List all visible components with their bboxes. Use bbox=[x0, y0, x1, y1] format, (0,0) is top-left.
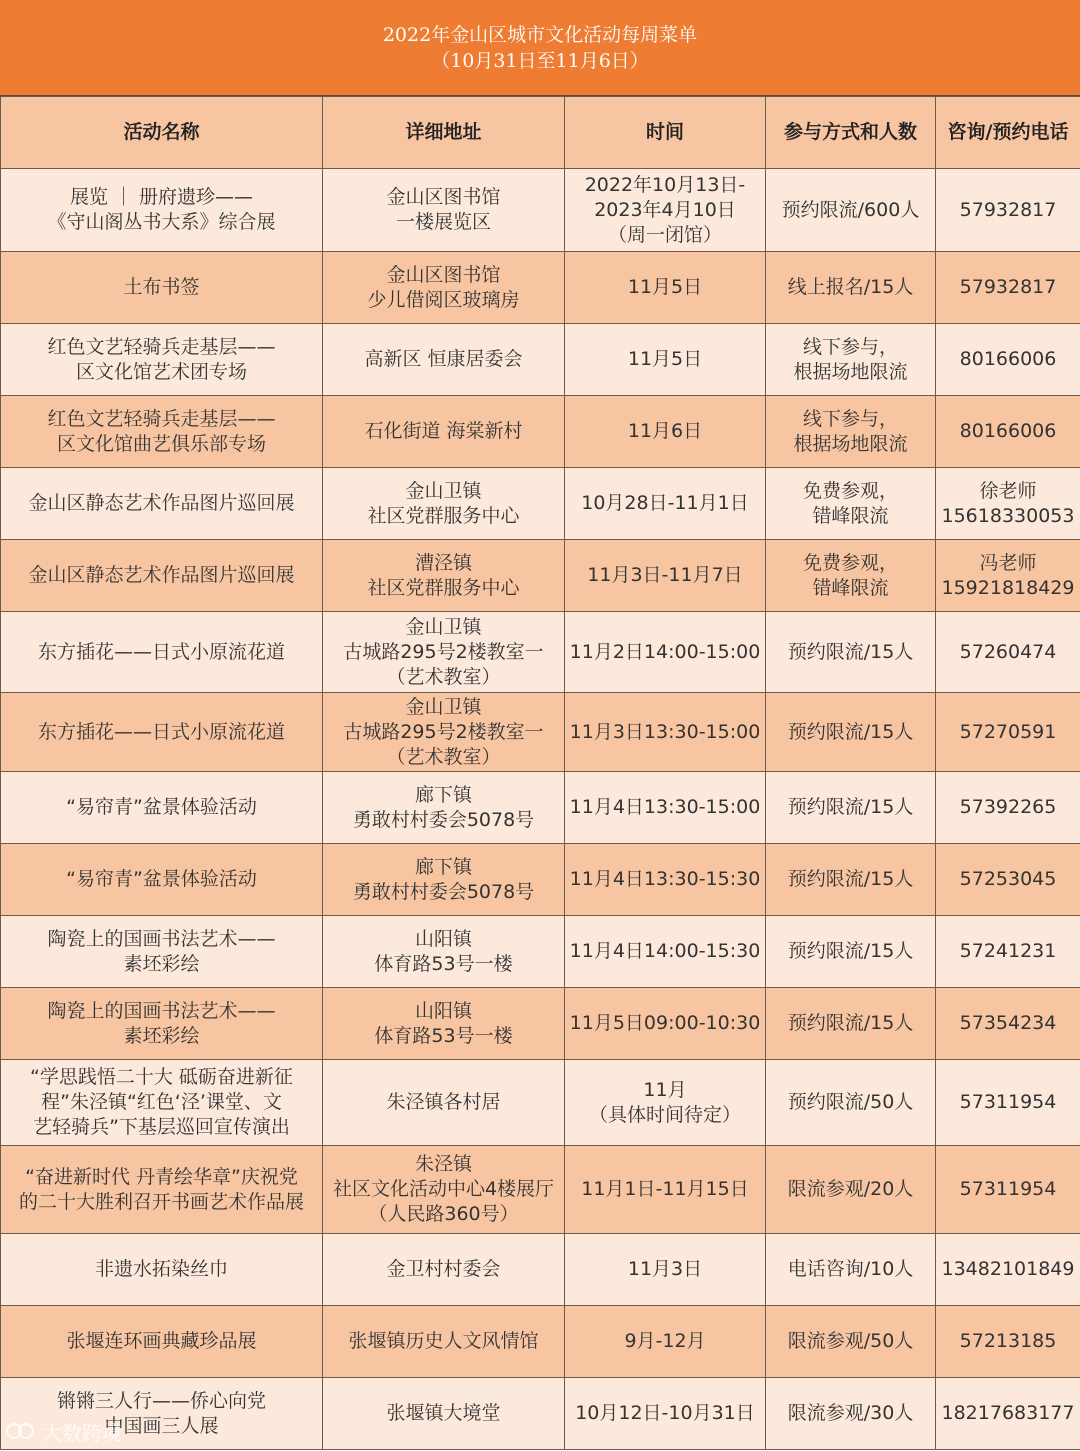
time-text: 11月3日-11月7日 bbox=[587, 564, 743, 586]
address-cell bbox=[323, 169, 565, 252]
table-row bbox=[1, 169, 1080, 252]
address-text: 廊下镇 bbox=[414, 783, 472, 806]
activity-name-text: 非遗水拓染丝巾 bbox=[94, 1258, 228, 1280]
participation-cell bbox=[766, 988, 936, 1060]
address-cell bbox=[323, 612, 565, 693]
participation-cell bbox=[766, 324, 936, 396]
phone-text: 57932817 bbox=[959, 276, 1057, 298]
address-cell bbox=[323, 988, 565, 1060]
participation-text: 电话咨询/10人 bbox=[787, 1258, 914, 1280]
participation-cell bbox=[766, 1146, 936, 1234]
participation-text: 预约限流/15人 bbox=[787, 640, 914, 663]
address-text: 朱泾镇 bbox=[414, 1153, 472, 1175]
phone-text: 57311954 bbox=[959, 1091, 1057, 1113]
participation-text: 限流参观/20人 bbox=[787, 1178, 914, 1200]
address-text: 勇敢村村委会5078号 bbox=[352, 808, 535, 831]
participation-cell bbox=[766, 540, 936, 612]
table-row bbox=[1, 1306, 1080, 1378]
time-text: 11月4日13:30-15:30 bbox=[569, 868, 761, 890]
time-text: 11月1日-11月15日 bbox=[581, 1178, 749, 1200]
table-row bbox=[1, 1378, 1080, 1450]
activity-name-text: 程”朱泾镇“红色‘泾’课堂、文 bbox=[41, 1091, 282, 1113]
address-text: 廊下镇 bbox=[414, 855, 472, 878]
time-cell bbox=[565, 324, 766, 396]
table-row bbox=[1, 1146, 1080, 1234]
column-header-activity-name: 活动名称 bbox=[1, 97, 323, 169]
activity-name-cell bbox=[1, 396, 323, 468]
phone-text: 15921818429 bbox=[941, 576, 1075, 599]
address-cell bbox=[323, 468, 565, 540]
activity-name-cell bbox=[1, 693, 323, 772]
address-text: 少儿借阅区玻璃房 bbox=[367, 288, 520, 311]
participation-cell bbox=[766, 1060, 936, 1146]
table-row bbox=[1, 1060, 1080, 1146]
address-text: 古城路295号2楼教室一 bbox=[343, 640, 544, 663]
activity-name-text: 金山区静态艺术作品图片巡回展 bbox=[28, 564, 295, 586]
time-cell bbox=[565, 612, 766, 693]
activity-name-text: 东方插花——日式小原流花道 bbox=[37, 640, 285, 663]
time-cell bbox=[565, 468, 766, 540]
activity-name-cell bbox=[1, 612, 323, 693]
activity-name-cell bbox=[1, 1146, 323, 1234]
participation-text: 根据场地限流 bbox=[793, 360, 908, 383]
phone-cell bbox=[936, 396, 1080, 468]
column-header-participation: 参与方式和人数 bbox=[766, 97, 936, 169]
activity-name-cell bbox=[1, 1306, 323, 1378]
activity-name-cell bbox=[1, 468, 323, 540]
activity-name-text: 素坯彩绘 bbox=[123, 952, 200, 975]
address-text: 山阳镇 bbox=[414, 999, 472, 1022]
participation-text: 预约限流/15人 bbox=[787, 796, 914, 818]
participation-text: 免费参观， bbox=[802, 551, 898, 574]
time-text: 11月3日 bbox=[627, 1258, 703, 1280]
table-row bbox=[1, 324, 1080, 396]
phone-cell bbox=[936, 252, 1080, 324]
time-text: 2022年10月13日- bbox=[584, 173, 746, 196]
address-text: 高新区 恒康居委会 bbox=[364, 348, 523, 370]
participation-cell bbox=[766, 844, 936, 916]
address-text: 金卫村村委会 bbox=[386, 1258, 501, 1280]
activity-name-cell bbox=[1, 1060, 323, 1146]
time-text: （周一闭馆） bbox=[607, 223, 722, 246]
column-header-phone: 咨询/预约电话 bbox=[936, 97, 1080, 169]
phone-text: 57932817 bbox=[959, 198, 1057, 221]
activity-name-text: 素坯彩绘 bbox=[123, 1024, 200, 1047]
activity-name-text: 张堰连环画典藏珍品展 bbox=[66, 1330, 257, 1352]
activity-name-text: 金山区静态艺术作品图片巡回展 bbox=[28, 492, 295, 514]
phone-cell bbox=[936, 612, 1080, 693]
activity-name-cell bbox=[1, 540, 323, 612]
time-text: 10月12日-10月31日 bbox=[575, 1402, 755, 1424]
address-text: 金山卫镇 bbox=[405, 479, 482, 502]
activity-name-text: 土布书签 bbox=[123, 276, 200, 298]
time-cell bbox=[565, 988, 766, 1060]
time-cell bbox=[565, 1306, 766, 1378]
activity-name-text: “学思践悟二十大 砥砺奋进新征 bbox=[30, 1066, 293, 1088]
time-cell bbox=[565, 844, 766, 916]
activity-name-cell bbox=[1, 169, 323, 252]
phone-text: 57253045 bbox=[959, 868, 1057, 890]
address-text: （人民路360号） bbox=[368, 1203, 519, 1225]
activity-name-text: 红色文艺轻骑兵走基层—— bbox=[47, 335, 276, 358]
participation-text: 根据场地限流 bbox=[793, 432, 908, 455]
table-body bbox=[1, 169, 1080, 1450]
activity-name-cell bbox=[1, 252, 323, 324]
phone-text: 57241231 bbox=[959, 940, 1057, 962]
schedule-table bbox=[0, 96, 1080, 1450]
participation-cell bbox=[766, 612, 936, 693]
time-text: 11月4日14:00-15:30 bbox=[569, 940, 761, 962]
address-cell bbox=[323, 1146, 565, 1234]
phone-text: 80166006 bbox=[959, 420, 1057, 442]
table-row bbox=[1, 844, 1080, 916]
table-row bbox=[1, 988, 1080, 1060]
time-text: 9月-12月 bbox=[624, 1330, 706, 1352]
table-row bbox=[1, 540, 1080, 612]
page-subtitle: （10月31日至11月6日） bbox=[431, 49, 649, 72]
phone-text: 13482101849 bbox=[941, 1258, 1075, 1280]
participation-text: 限流参观/30人 bbox=[787, 1402, 914, 1424]
time-cell bbox=[565, 252, 766, 324]
time-text: 10月28日-11月1日 bbox=[581, 492, 749, 514]
phone-text: 57260474 bbox=[959, 640, 1057, 663]
phone-text: 徐老师 bbox=[979, 479, 1037, 502]
participation-cell bbox=[766, 169, 936, 252]
address-text: 张堰镇大境堂 bbox=[386, 1402, 501, 1424]
table-row bbox=[1, 1234, 1080, 1306]
activity-name-text: 陶瓷上的国画书法艺术—— bbox=[47, 999, 276, 1022]
address-text: 朱泾镇各村居 bbox=[386, 1091, 501, 1113]
phone-cell bbox=[936, 1234, 1080, 1306]
address-text: 张堰镇历史人文风情馆 bbox=[348, 1330, 539, 1352]
address-cell bbox=[323, 844, 565, 916]
participation-text: 预约限流/15人 bbox=[787, 1012, 914, 1034]
phone-cell bbox=[936, 540, 1080, 612]
column-header-time: 时间 bbox=[565, 97, 766, 169]
address-text: 体育路53号一楼 bbox=[374, 952, 513, 975]
address-text: 体育路53号一楼 bbox=[374, 1024, 513, 1047]
activity-name-text: “易帘青”盆景体验活动 bbox=[66, 868, 257, 890]
phone-text: 冯老师 bbox=[979, 551, 1037, 574]
participation-cell bbox=[766, 1378, 936, 1450]
participation-text: 预约限流/15人 bbox=[787, 720, 914, 743]
phone-cell bbox=[936, 324, 1080, 396]
phone-cell bbox=[936, 1146, 1080, 1234]
address-text: （艺术教室） bbox=[386, 665, 501, 688]
phone-text: 15618330053 bbox=[941, 504, 1075, 527]
participation-text: 预约限流/15人 bbox=[787, 868, 914, 890]
table-row bbox=[1, 612, 1080, 693]
activity-name-text: 展览 ｜ 册府遗珍—— bbox=[69, 186, 254, 208]
phone-cell bbox=[936, 693, 1080, 772]
participation-text: 线下参与， bbox=[802, 407, 898, 430]
address-cell bbox=[323, 540, 565, 612]
time-cell bbox=[565, 1146, 766, 1234]
time-text: 11月5日 bbox=[627, 276, 703, 298]
activity-name-text: 东方插花——日式小原流花道 bbox=[37, 720, 285, 743]
address-text: 社区文化活动中心4楼展厅 bbox=[332, 1178, 555, 1200]
phone-text: 57354234 bbox=[959, 1012, 1057, 1034]
activity-name-text: “奋进新时代 丹青绘华章”庆祝党 bbox=[25, 1165, 298, 1188]
page-title: 2022年金山区城市文化活动每周菜单 bbox=[382, 23, 698, 46]
participation-text: 预约限流/15人 bbox=[787, 940, 914, 962]
participation-cell bbox=[766, 1234, 936, 1306]
activity-name-text: 的二十大胜利召开书画艺术作品展 bbox=[18, 1190, 304, 1213]
phone-text: 57311954 bbox=[959, 1178, 1057, 1200]
time-text: 11月6日 bbox=[627, 420, 703, 442]
time-text: 11月5日09:00-10:30 bbox=[569, 1012, 761, 1034]
time-cell bbox=[565, 772, 766, 844]
participation-text: 错峰限流 bbox=[812, 504, 889, 527]
activity-name-cell bbox=[1, 1378, 323, 1450]
address-cell bbox=[323, 324, 565, 396]
title-bar bbox=[0, 0, 1080, 96]
time-cell bbox=[565, 169, 766, 252]
address-text: 石化街道 海棠新村 bbox=[364, 420, 523, 442]
activity-name-text: 艺轻骑兵”下基层巡回宣传演出 bbox=[33, 1116, 290, 1138]
address-cell bbox=[323, 772, 565, 844]
participation-cell bbox=[766, 772, 936, 844]
address-text: 社区党群服务中心 bbox=[367, 576, 520, 599]
activity-name-text: “易帘青”盆景体验活动 bbox=[66, 796, 257, 818]
address-cell bbox=[323, 1306, 565, 1378]
address-cell bbox=[323, 693, 565, 772]
activity-name-text: 红色文艺轻骑兵走基层—— bbox=[47, 407, 276, 430]
participation-text: 线下参与， bbox=[802, 335, 898, 358]
address-text: 金山卫镇 bbox=[405, 695, 482, 718]
address-text: 金山区图书馆 bbox=[386, 263, 501, 286]
participation-cell bbox=[766, 916, 936, 988]
participation-text: 限流参观/50人 bbox=[787, 1330, 914, 1352]
header-row bbox=[1, 97, 1080, 169]
activity-name-cell bbox=[1, 844, 323, 916]
time-cell bbox=[565, 1060, 766, 1146]
phone-cell bbox=[936, 1060, 1080, 1146]
participation-cell bbox=[766, 1306, 936, 1378]
address-text: 社区党群服务中心 bbox=[367, 504, 520, 527]
phone-cell bbox=[936, 916, 1080, 988]
participation-cell bbox=[766, 252, 936, 324]
activity-name-cell bbox=[1, 324, 323, 396]
time-cell bbox=[565, 693, 766, 772]
participation-text: 预约限流/50人 bbox=[787, 1091, 914, 1113]
table-row bbox=[1, 693, 1080, 772]
phone-text: 57392265 bbox=[959, 796, 1057, 818]
time-cell bbox=[565, 396, 766, 468]
address-text: 金山区图书馆 bbox=[386, 186, 501, 208]
address-text: （艺术教室） bbox=[386, 745, 501, 768]
address-cell bbox=[323, 916, 565, 988]
table-row bbox=[1, 252, 1080, 324]
participation-text: 线上报名/15人 bbox=[787, 276, 914, 298]
table-row bbox=[1, 916, 1080, 988]
time-cell bbox=[565, 540, 766, 612]
phone-cell bbox=[936, 468, 1080, 540]
address-cell bbox=[323, 396, 565, 468]
phone-cell bbox=[936, 1378, 1080, 1450]
table-row bbox=[1, 468, 1080, 540]
activity-name-text: 区文化馆艺术团专场 bbox=[75, 360, 247, 383]
activity-name-cell bbox=[1, 916, 323, 988]
phone-cell bbox=[936, 988, 1080, 1060]
activity-name-text: 《守山阁丛书大系》综合展 bbox=[47, 211, 276, 233]
address-cell bbox=[323, 1060, 565, 1146]
time-cell bbox=[565, 1234, 766, 1306]
table-row bbox=[1, 396, 1080, 468]
column-header-address: 详细地址 bbox=[323, 97, 565, 169]
time-text: 11月2日14:00-15:00 bbox=[569, 640, 761, 663]
phone-text: 57213185 bbox=[959, 1330, 1057, 1352]
address-text: 金山卫镇 bbox=[405, 615, 482, 638]
time-text: （具体时间待定） bbox=[588, 1103, 741, 1126]
participation-cell bbox=[766, 468, 936, 540]
participation-text: 错峰限流 bbox=[812, 576, 889, 599]
activity-name-text: 中国画三人展 bbox=[104, 1414, 219, 1437]
phone-cell bbox=[936, 844, 1080, 916]
address-cell bbox=[323, 1234, 565, 1306]
time-text: 11月5日 bbox=[627, 348, 703, 370]
address-cell bbox=[323, 252, 565, 324]
address-text: 山阳镇 bbox=[414, 927, 472, 950]
activity-name-cell bbox=[1, 772, 323, 844]
phone-cell bbox=[936, 772, 1080, 844]
time-cell bbox=[565, 1378, 766, 1450]
address-text: 古城路295号2楼教室一 bbox=[343, 720, 544, 743]
table-row bbox=[1, 772, 1080, 844]
phone-text: 57270591 bbox=[959, 720, 1057, 743]
time-text: 11月 bbox=[643, 1078, 687, 1101]
phone-cell bbox=[936, 169, 1080, 252]
address-text: 勇敢村村委会5078号 bbox=[352, 880, 535, 903]
address-text: 漕泾镇 bbox=[414, 551, 472, 574]
participation-text: 预约限流/600人 bbox=[781, 198, 920, 221]
address-cell bbox=[323, 1378, 565, 1450]
activity-name-text: 锵锵三人行——侨心向党 bbox=[56, 1389, 266, 1412]
watermark-text: 大数跨境 bbox=[42, 1420, 122, 1445]
activity-name-cell bbox=[1, 1234, 323, 1306]
phone-text: 80166006 bbox=[959, 348, 1057, 370]
time-text: 11月4日13:30-15:00 bbox=[569, 796, 761, 818]
phone-cell bbox=[936, 1306, 1080, 1378]
time-text: 11月3日13:30-15:00 bbox=[569, 720, 761, 743]
time-text: 2023年4月10日 bbox=[594, 198, 736, 221]
activity-name-cell bbox=[1, 988, 323, 1060]
participation-cell bbox=[766, 396, 936, 468]
time-cell bbox=[565, 916, 766, 988]
phone-text: 18217683177 bbox=[941, 1402, 1075, 1424]
activity-name-text: 区文化馆曲艺俱乐部专场 bbox=[56, 432, 266, 455]
participation-cell bbox=[766, 693, 936, 772]
participation-text: 免费参观， bbox=[802, 479, 898, 502]
address-text: 一楼展览区 bbox=[395, 211, 491, 233]
activity-name-text: 陶瓷上的国画书法艺术—— bbox=[47, 927, 276, 950]
